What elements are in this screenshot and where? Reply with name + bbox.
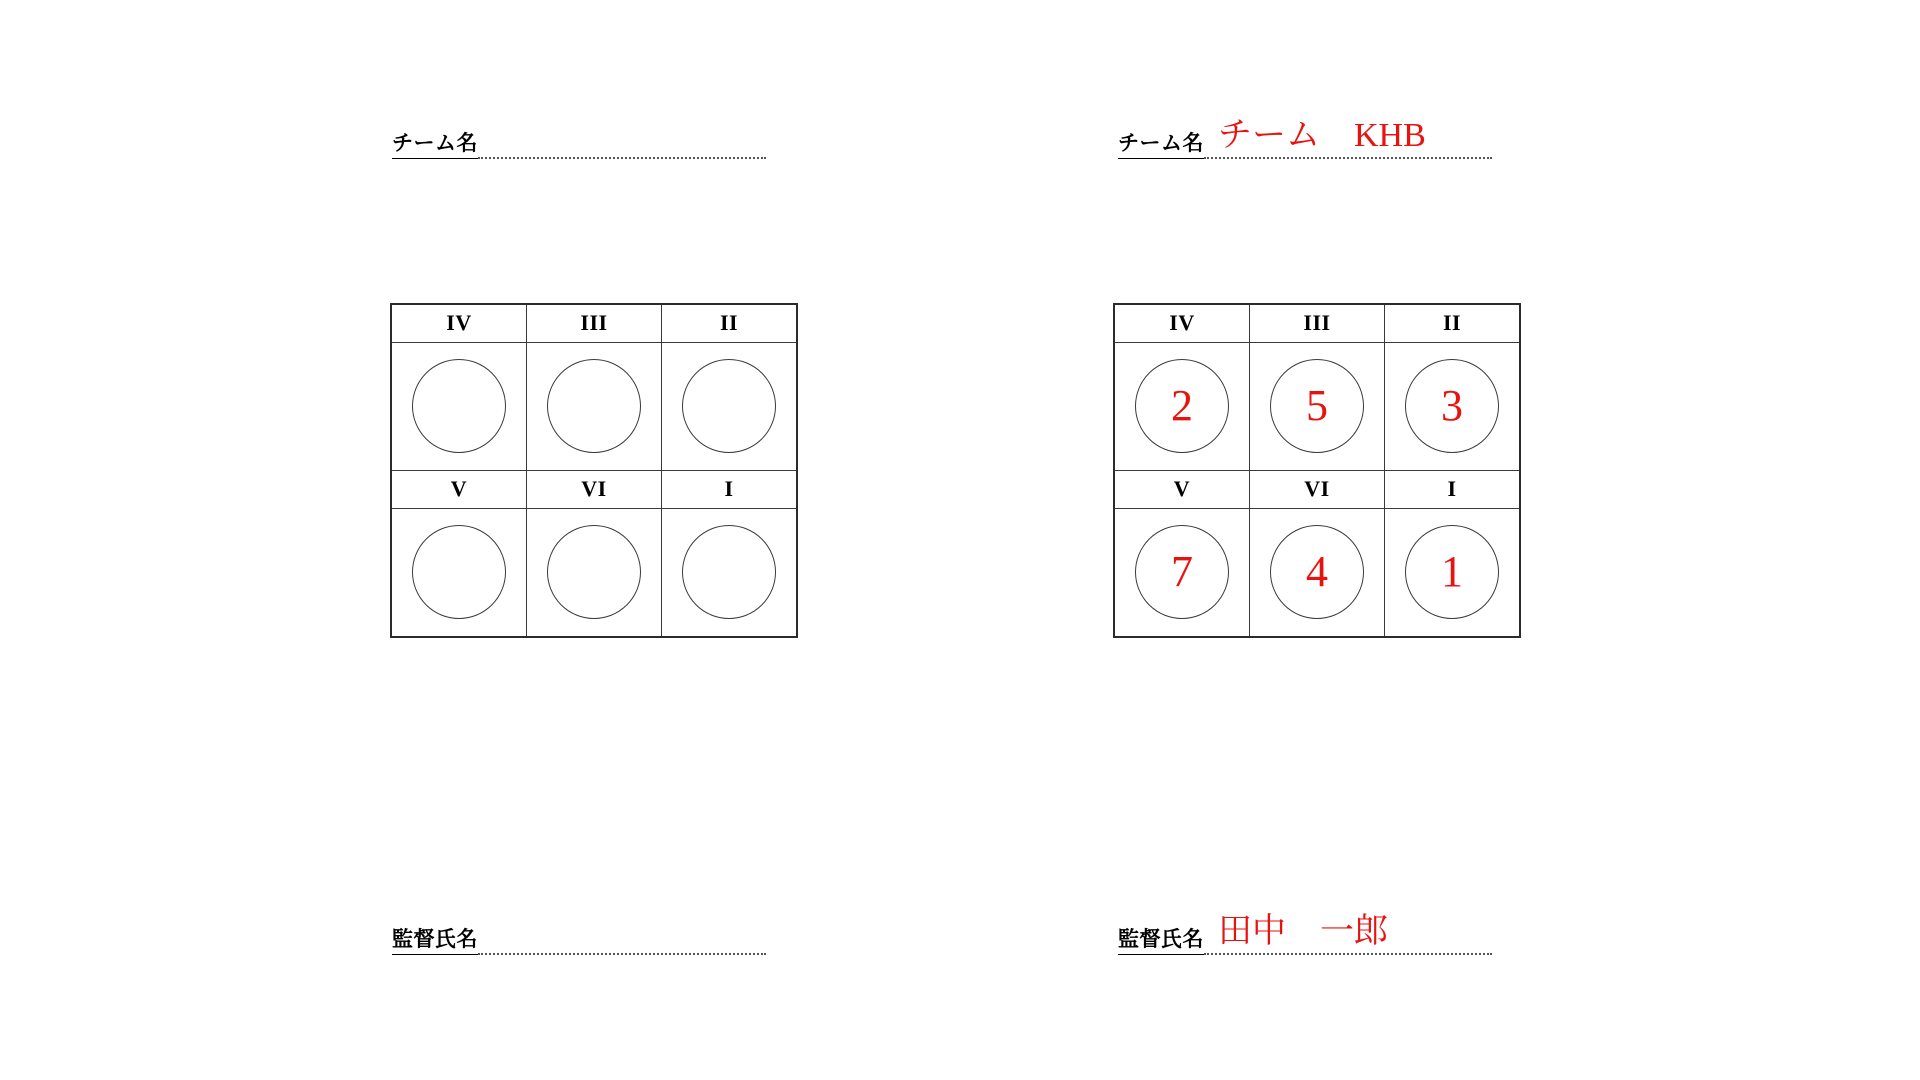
team-name-label: チーム名 (392, 132, 478, 159)
position-grid (1113, 303, 1521, 638)
position-label-cell: VI (527, 471, 662, 509)
position-label-cell: II (662, 305, 796, 343)
player-number-cell[interactable] (392, 343, 527, 470)
position-label-cell: III (1250, 305, 1385, 343)
coach-name-input[interactable] (478, 931, 766, 955)
position-label-cell: I (662, 471, 796, 509)
coach-name-label: 監督氏名 (392, 928, 478, 955)
player-number-cell[interactable] (1385, 509, 1519, 636)
player-number-cell[interactable] (527, 509, 662, 636)
number-circle (1135, 359, 1229, 453)
number-circle (412, 525, 506, 619)
coach-name-value: 田中 一郎 (1218, 913, 1388, 951)
player-number-cell[interactable] (1250, 509, 1385, 636)
number-circle (547, 525, 641, 619)
position-label-cell: II (1385, 305, 1519, 343)
player-number-cell[interactable] (527, 343, 662, 470)
player-number-value: 1 (1441, 547, 1463, 597)
grid-label-row-1 (392, 305, 796, 343)
position-label-cell: IV (1115, 305, 1250, 343)
number-circle (1270, 359, 1364, 453)
coach-name-field (1118, 913, 1492, 955)
number-circle (682, 359, 776, 453)
number-circle (1405, 525, 1499, 619)
lineup-sheet-filled (960, 0, 1920, 1080)
team-name-input[interactable] (478, 135, 766, 159)
position-grid (390, 303, 798, 638)
player-number-cell[interactable] (1385, 343, 1519, 470)
player-number-value: 4 (1306, 547, 1328, 597)
player-number-cell[interactable] (662, 343, 796, 470)
coach-name-label: 監督氏名 (1118, 928, 1204, 955)
team-name-field (392, 132, 766, 159)
player-number-cell[interactable] (392, 509, 527, 636)
grid-circle-row-1 (392, 343, 796, 470)
player-number-value: 2 (1171, 381, 1193, 431)
position-label-cell: V (1115, 471, 1250, 509)
grid-label-row-1 (1115, 305, 1519, 343)
player-number-cell[interactable] (1115, 343, 1250, 470)
team-name-input[interactable] (1204, 117, 1492, 159)
position-label-cell: V (392, 471, 527, 509)
number-circle (682, 525, 776, 619)
grid-label-row-2 (392, 470, 796, 509)
grid-circle-row-2 (392, 509, 796, 636)
player-number-cell[interactable] (1250, 343, 1385, 470)
grid-circle-row-1 (1115, 343, 1519, 470)
grid-circle-row-2 (1115, 509, 1519, 636)
position-label-cell: IV (392, 305, 527, 343)
player-number-cell[interactable] (1115, 509, 1250, 636)
player-number-value: 3 (1441, 381, 1463, 431)
position-label-cell: III (527, 305, 662, 343)
number-circle (1270, 525, 1364, 619)
position-label-cell: I (1385, 471, 1519, 509)
team-name-field (1118, 117, 1492, 159)
position-label-cell: VI (1250, 471, 1385, 509)
grid-label-row-2 (1115, 470, 1519, 509)
coach-name-input[interactable] (1204, 913, 1492, 955)
player-number-value: 5 (1306, 381, 1328, 431)
coach-name-field (392, 928, 766, 955)
number-circle (1135, 525, 1229, 619)
number-circle (412, 359, 506, 453)
team-name-value: チーム KHB (1218, 117, 1426, 155)
player-number-value: 7 (1171, 547, 1193, 597)
number-circle (1405, 359, 1499, 453)
number-circle (547, 359, 641, 453)
team-name-label: チーム名 (1118, 132, 1204, 159)
player-number-cell[interactable] (662, 509, 796, 636)
